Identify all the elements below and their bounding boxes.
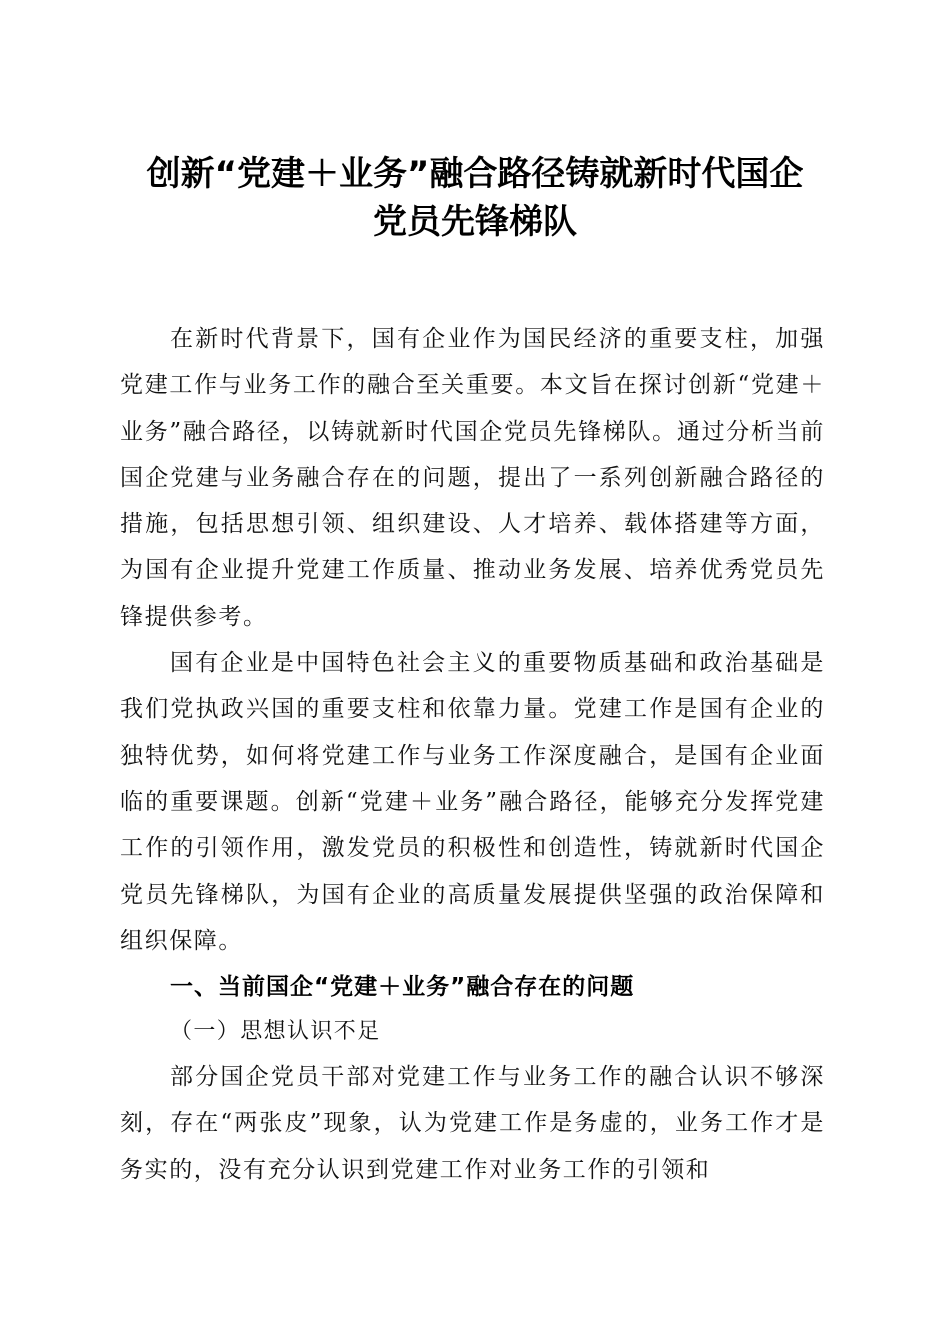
title-line-2: 党员先锋梯队: [373, 202, 577, 242]
section-heading: 一、当前国企“党建＋业务”融合存在的问题: [170, 974, 635, 1001]
document-title: [100, 150, 850, 246]
document-body: [120, 316, 825, 1193]
section-paragraph: 部分国企党员干部对党建工作与业务工作的融合认识不够深刻，存在“两张皮”现象，认为党建工作是务虚的，业务工作才是务实的，没有充分认识到党建工作对业务工作的引领和: [120, 1064, 825, 1183]
abstract-paragraph: 在新时代背景下，国有企业作为国民经济的重要支柱，加强党建工作与业务工作的融合至关重要。本文旨在探讨创新“党建＋业务”融合路径，以铸就新时代国企党员先锋梯队。通过分析当前国企党建与业务融合存在的问题，提出了一系列创新融合路径的措施，包括思想引领、组织建设、人才培养、载体搭建等方面，为国有企业提升党建工作质量、推动业务发展、培养优秀党员先锋提供参考。: [120, 326, 825, 630]
title-line-1: 创新“党建＋业务”融合路径铸就新时代国企: [146, 154, 804, 194]
subsection-heading: （一）思想认识不足: [170, 1019, 381, 1045]
intro-paragraph: 国有企业是中国特色社会主义的重要物质基础和政治基础是我们党执政兴国的重要支柱和依靠力量。党建工作是国有企业的独特优势，如何将党建工作与业务工作深度融合，是国有企业面临的重要课题。创新“党建＋业务”融合路径，能够充分发挥党建工作的引领作用，激发党员的积极性和创造性，铸就新时代国企党员先锋梯队，为国有企业的高质量发展提供坚强的政治保障和组织保障。: [120, 650, 825, 954]
